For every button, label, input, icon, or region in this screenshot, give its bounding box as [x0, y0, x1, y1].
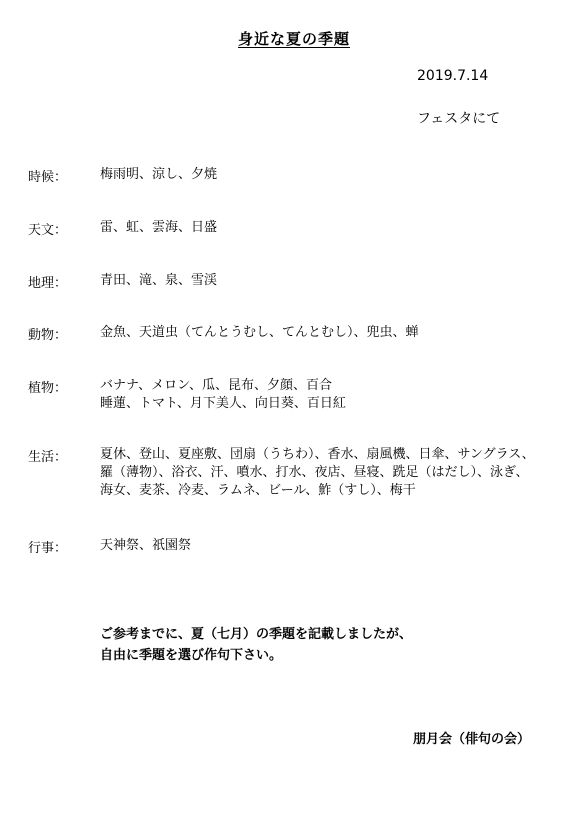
terms-line: 海女、麦茶、冷麦、ラムネ、ビール、鮓（すし）、梅干: [100, 483, 416, 498]
terms-line: 羅（薄物）、浴衣、汗、噴水、打水、夜店、昼寝、跣足（はだし）、泳ぎ、: [100, 465, 529, 480]
category-label: 植物：: [28, 381, 68, 396]
category-terms: [100, 377, 573, 413]
category-terms: [100, 446, 573, 500]
category-label: 行事：: [28, 541, 68, 556]
terms-line: 睡蓮、トマト、月下美人、向日葵、百日紅: [100, 396, 346, 411]
closing-note: [100, 624, 412, 666]
category-terms: [100, 272, 573, 290]
document-title: [0, 28, 588, 49]
terms-line: 梅雨明、涼し、夕焼: [100, 167, 218, 182]
date: 2019.7.14: [417, 68, 489, 84]
terms-line: 雷、虹、雲海、日盛: [100, 220, 218, 235]
note-line: 自由に季題を選び作句下さい。: [100, 648, 283, 663]
terms-line: 金魚、天道虫（てんとうむし、てんとむし）、兜虫、蝉: [100, 325, 419, 340]
category-label: 天文：: [28, 223, 68, 238]
category-terms: [100, 166, 573, 184]
venue: フェスタにて: [417, 111, 501, 127]
title-text: 身近な夏の季題: [237, 30, 350, 48]
note-line: ご参考までに、夏（七月）の季題を記載しましたが、: [100, 627, 413, 642]
category-label: 時候：: [28, 170, 68, 185]
category-terms: [100, 219, 573, 237]
terms-line: 青田、滝、泉、雪渓: [100, 273, 218, 288]
category-label: 地理：: [28, 276, 68, 291]
terms-line: バナナ、メロン、瓜、昆布、夕顔、百合: [100, 378, 333, 393]
category-terms: [100, 324, 573, 342]
organization-name: 朋月会（俳句の会）: [413, 732, 531, 747]
terms-line: 天神祭、祇園祭: [100, 538, 192, 553]
category-label: 動物：: [28, 328, 68, 343]
terms-line: 夏休、登山、夏座敷、団扇（うちわ）、香水、扇風機、日傘、サングラス、: [100, 447, 535, 462]
category-terms: [100, 537, 573, 555]
category-label: 生活：: [28, 450, 68, 465]
